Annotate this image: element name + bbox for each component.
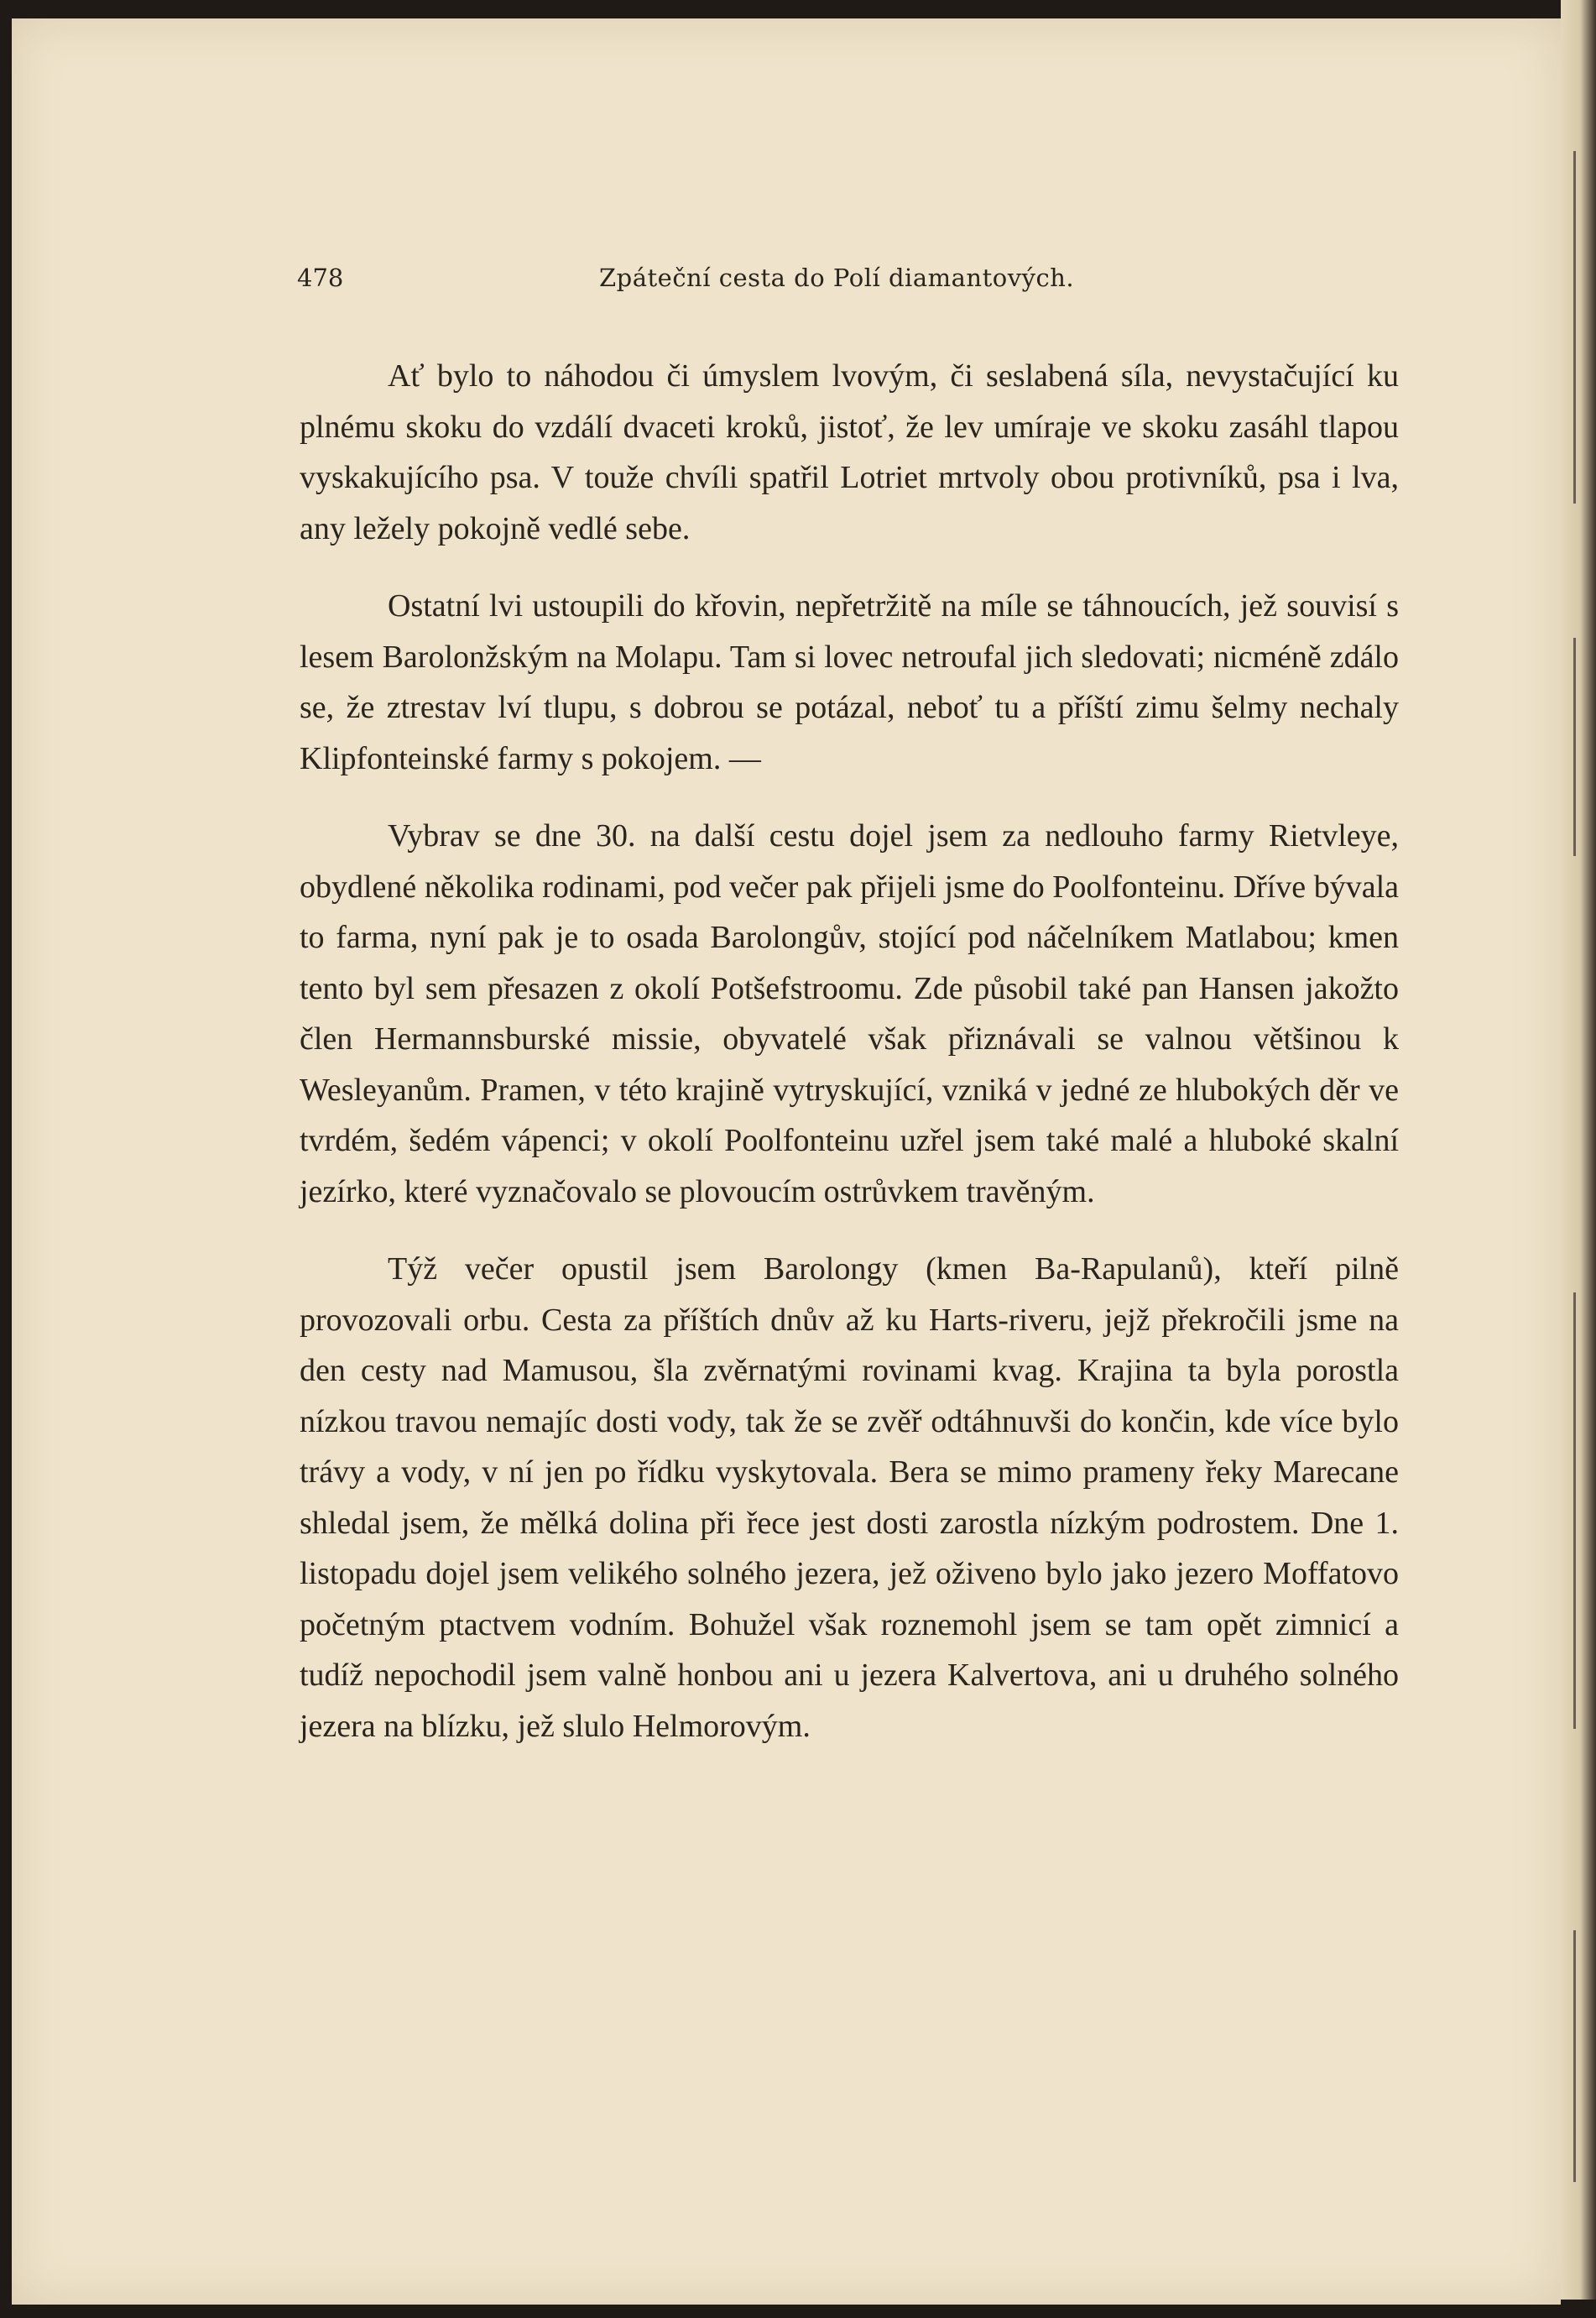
paragraph: Týž večer opustil jsem Barolongy (kmen Ba-Rapulanů), kteří pilně provozovali orbu. Cesta za příštích dnův až ku Harts-riveru, jejž překročili jsme na den cesty nad Mamusou, šla zvěrnatými rovinami kvag. Krajina ta byla porostla nízkou travou nemajíc dosti vody, tak že se zvěř odtáhnuvši do končin, kde více bylo trávy a vody, v ní jen po řídku vyskytovala. Bera se mimo prameny řeky Marecane shledal jsem, že mělká dolina při řece jest dosti zarostla nízkým podrostem. Dne 1. listopadu dojel jsem velikého solného jezera, jež oživeno bylo jako jezero Moffatovo početným ptactvem vodním. Bohužel však roznemohl jsem se tam opět zimnicí a tudíž nepochodil jsem valně honbou ani u jezera Kalvertova, ani u druhého solného jezera na blízku, jež slulo Helmorovým.	[300, 1251, 1399, 1744]
spine-shadow	[1573, 1292, 1576, 1729]
spine-shadow	[1573, 638, 1576, 856]
paragraph: Vybrav se dne 30. na další cestu dojel jsem za nedlouho farmy Rietvleye, obydlené několika rodinami, pod večer pak přijeli jsme do Poolfonteinu. Dříve bývala to farma, nyní pak je to osada Barolongův, stojící pod náčelníkem Matlabou; kmen tento byl sem přesazen z okolí Potšefstroomu. Zde působil také pan Hansen jakožto člen Hermannsburské missie, obyvatelé však přiznávali se valnou většinou k Wesleyanům. Pramen, v této krajině vytryskující, vzniká v jedné ze hlubokých děr ve tvrdém, šedém vápenci; v okolí Poolfonteinu uzřel jsem také malé a hluboké skalní jezírko, které vyznačovalo se plovoucím ostrůvkem travěným.	[300, 818, 1399, 1209]
book-page-edge	[1561, 0, 1596, 2300]
book-page	[12, 18, 1561, 2305]
page-number: 478	[297, 264, 344, 292]
spine-shadow	[1573, 1930, 1576, 2182]
paragraph: Ať bylo to náhodou či úmyslem lvovým, či seslabená síla, nevystačující ku plnému skoku do vzdálí dvaceti kroků, jistoť, že lev umíraje ve skoku zasáhl tlapou vyskakujícího psa. V touže chvíli spatřil Lotriet mrtvoly obou protivníků, psa i lva, any ležely pokojně vedlé sebe.	[300, 358, 1399, 546]
spine-shadow	[1573, 151, 1576, 504]
body-text	[300, 351, 1399, 1778]
page-header	[297, 264, 1396, 300]
running-title: Zpáteční cesta do Polí diamantových.	[599, 264, 1075, 292]
paragraph: Ostatní lvi ustoupili do křovin, nepřetržitě na míle se táhnoucích, jež souvisí s lesem Barolonžským na Molapu. Tam si lovec netroufal jich sledovati; nicméně zdálo se, že ztrestav lví tlupu, s dobrou se potázal, neboť tu a příští zimu šelmy nechaly Klipfonteinské farmy s pokojem. —	[300, 588, 1399, 776]
